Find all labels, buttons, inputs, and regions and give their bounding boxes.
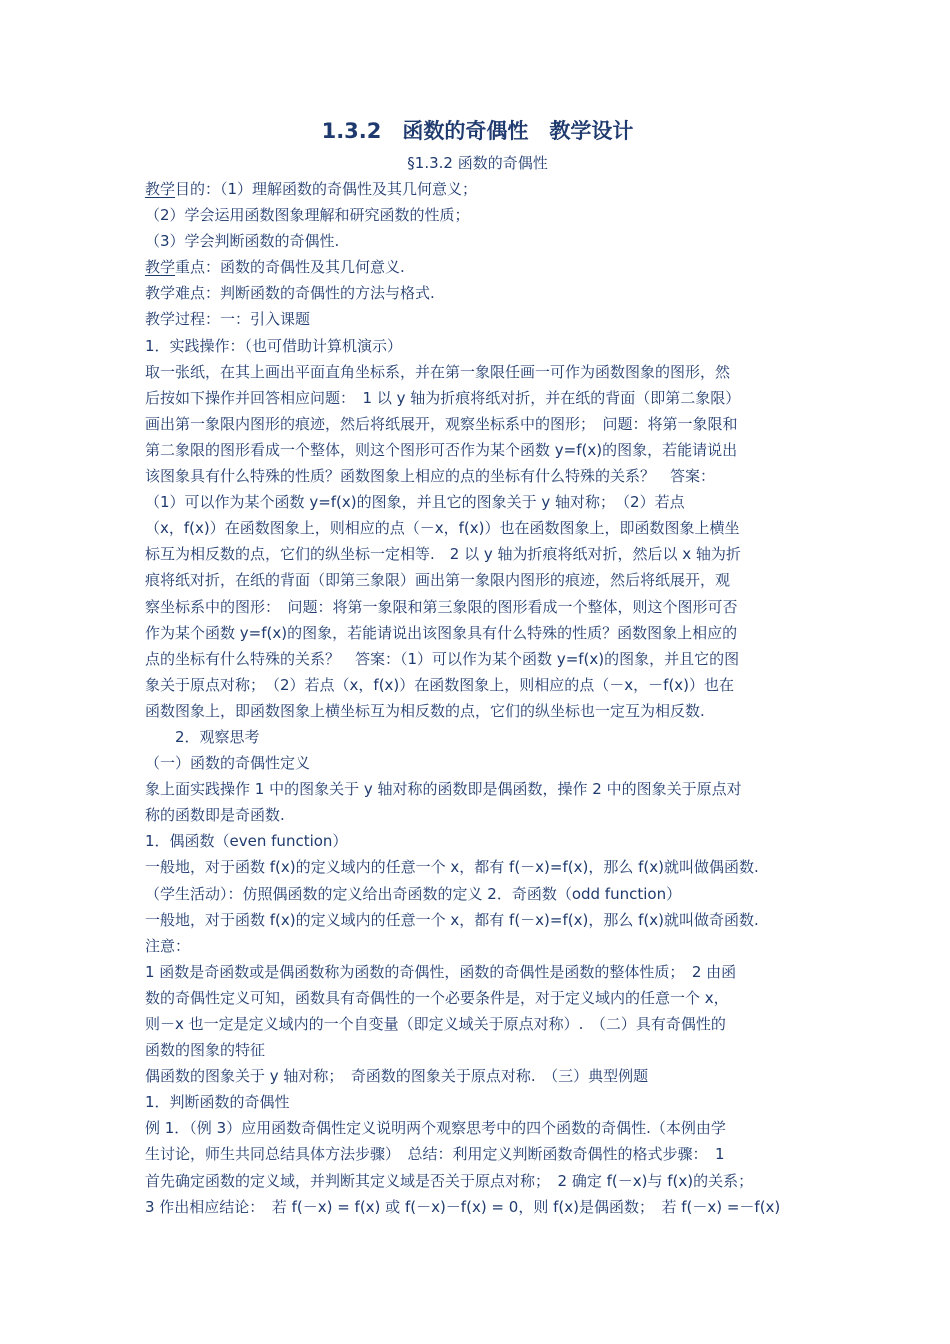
text-line: 后按如下操作并回答相应问题： 1 以 y 轴为折痕将纸对折，并在纸的背面（即第二象限） — [145, 388, 741, 407]
text-line: 则－x 也一定是定义域内的一个自变量（即定义域关于原点对称）. （二）具有奇偶性的 — [145, 1015, 726, 1033]
text-line: 3 作出相应结论： 若 f(－x) = f(x) 或 f(－x)－f(x) = 0，则 f(x)是偶函数； 若 f(－x) =－f(x) — [145, 1197, 781, 1216]
text-line: 函数图象上，即函数图象上横坐标互为相反数的点，它们的纵坐标也一定互为相反数. — [145, 701, 705, 720]
teaching-goal-line — [145, 176, 810, 202]
text-line: 一般地，对于函数 f(x)的定义域内的任意一个 x，都有 f(－x)=f(x)，那么 f(x)就叫做奇函数. — [145, 910, 759, 929]
teaching-process: 教学过程：一：引入课题 — [145, 310, 311, 329]
text-line: 生讨论，师生共同总结具体方法步骤） 总结：利用定义判断函数奇偶性的格式步骤： 1 — [145, 1145, 725, 1164]
text-line: 例 1．（例 3）应用函数奇偶性定义说明两个观察思考中的四个函数的奇偶性.（本例由学 — [145, 1119, 726, 1138]
document-title: 1.3.2 函数的奇偶性 教学设计 — [321, 119, 634, 143]
text-line: 第二象限的图形看成一个整体，则这个图形可否作为某个函数 y=f(x)的图象，若能请说出 — [145, 440, 738, 459]
text-line: 画出第一象限内图形的痕迹，然后将纸展开，观察坐标系中的图形； 问题：将第一象限和 — [145, 414, 738, 433]
section-heading: §1.3.2 函数的奇偶性 — [407, 154, 548, 172]
document-body — [145, 112, 810, 1220]
teaching-goal-label: 教学 — [145, 180, 176, 198]
text-line: 首先确定函数的定义域，并判断其定义域是否关于原点对称； 2 确定 f(－x)与 f(x)的关系； — [145, 1171, 754, 1190]
text-line: 作为某个函数 y=f(x)的图象，若能请说出该图象具有什么特殊的性质？函数图象上相应的 — [145, 623, 738, 642]
teaching-difficulty: 教学难点：判断函数的奇偶性的方法与格式. — [145, 284, 435, 303]
text-line: 痕将纸对折，在纸的背面（即第三象限）画出第一象限内图形的痕迹，然后将纸展开，观 — [145, 571, 731, 590]
text-line: 象上面实践操作 1 中的图象关于 y 轴对称的函数即是偶函数，操作 2 中的图象关于原点对 — [145, 780, 742, 799]
teaching-focus-text: 重点：函数的奇偶性及其几何意义. — [175, 258, 405, 277]
text-line: 点的坐标有什么特殊的关系？ 答案：（1）可以作为某个函数 y=f(x)的图象，并且它的图 — [145, 649, 740, 668]
text-line: 取一张纸，在其上画出平面直角坐标系，并在第一象限任画一可作为函数图象的图形，然 — [145, 362, 731, 381]
observe-heading: 2．观察思考 — [175, 727, 260, 746]
text-line: 察坐标系中的图形： 问题：将第一象限和第三象限的图形看成一个整体，则这个图形可否 — [145, 597, 738, 616]
text-line: 标互为相反数的点，它们的纵坐标一定相等. 2 以 y 轴为折痕将纸对折，然后以 x 轴为折 — [145, 545, 741, 564]
text-line: 1．偶函数（even function） — [145, 832, 348, 851]
text-line: 注意： — [145, 936, 191, 955]
text-line: （学生活动）：仿照偶函数的定义给出奇函数的定义 2．奇函数（odd function） — [145, 884, 682, 903]
text-line: 一般地，对于函数 f(x)的定义域内的任意一个 x，都有 f(－x)=f(x)，那么 f(x)就叫做偶函数. — [145, 858, 759, 877]
teaching-goal-text: 目的：（1）理解函数的奇偶性及其几何意义； — [175, 180, 478, 198]
text-line: 象关于原点对称； （2）若点（x，f(x)）在函数图象上，则相应的点（－x，－f(x)）也在 — [145, 675, 735, 694]
text-line: 1 函数是奇函数或是偶函数称为函数的奇偶性，函数的奇偶性是函数的整体性质； 2 由函 — [145, 962, 737, 981]
text-line: 数的奇偶性定义可知，函数具有奇偶性的一个必要条件是，对于定义域内的任意一个 x， — [145, 988, 729, 1007]
text-line: 称的函数即是奇函数. — [145, 806, 285, 825]
teaching-focus-label: 教学 — [145, 258, 176, 277]
text-line: 1．实践操作：（也可借助计算机演示） — [145, 336, 403, 355]
text-line: 偶函数的图象关于 y 轴对称； 奇函数的图象关于原点对称. （三）典型例题 — [145, 1067, 649, 1086]
text-line: （1）可以作为某个函数 y=f(x)的图象，并且它的图象关于 y 轴对称； （2）若点 — [145, 493, 685, 512]
text-line: 函数的图象的特征 — [145, 1041, 266, 1060]
teaching-focus-line — [145, 254, 810, 280]
text-line: （一）函数的奇偶性定义 — [145, 754, 311, 773]
teaching-goal-2: （2）学会运用函数图象理解和研究函数的性质； — [145, 206, 470, 225]
text-line: （x，f(x)）在函数图象上，则相应的点（－x，f(x)）也在函数图象上，即函数图象上横坐 — [145, 519, 740, 538]
text-line: 1．判断函数的奇偶性 — [145, 1093, 290, 1112]
teaching-goal-3: （3）学会判断函数的奇偶性. — [145, 232, 340, 251]
text-line: 该图象具有什么特殊的性质？函数图象上相应的点的坐标有什么特殊的关系？ 答案： — [145, 467, 716, 486]
